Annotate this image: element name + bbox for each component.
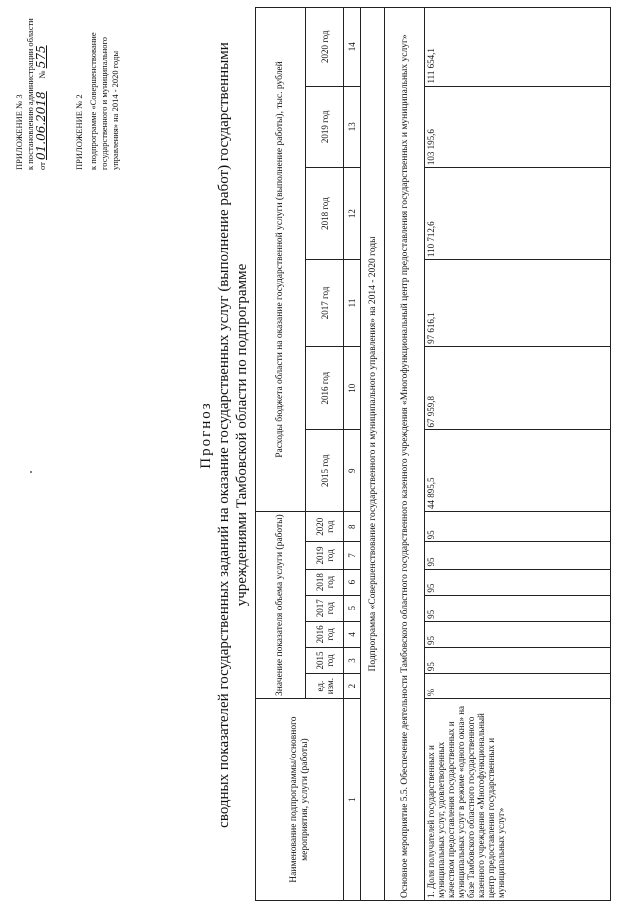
column-number: 8 <box>344 512 361 542</box>
appendix-2-line-2: к подпрограмме «Совершенствование <box>88 32 98 170</box>
budget-value: 67 959,8 <box>425 346 611 430</box>
column-number: 5 <box>344 595 361 621</box>
title-line-2: сводных показателей государственных заданий на оказание государственных услуг (выполнение работ) государственными <box>216 42 232 828</box>
appendix-3-block <box>14 10 48 170</box>
column-number-row <box>344 8 361 901</box>
header-budget-year: 2018 год <box>306 168 344 260</box>
decree-number: 575 <box>34 45 48 69</box>
budget-value: 103 195,6 <box>425 86 611 168</box>
header-volume-year: 2016 год <box>306 621 344 647</box>
column-number: 1 <box>344 699 361 901</box>
column-number: 14 <box>344 8 361 87</box>
subprogram-title: Подпрограмма «Совершенствование государственного и муниципального управления» на 2014 - 2020 годы <box>361 8 385 901</box>
appendix-2-block <box>74 5 121 170</box>
title-line-1: Прогноз <box>198 401 214 469</box>
header-volume-group: Значение показателя объема услуги (работы) <box>256 512 306 699</box>
header-budget-year: 2020 год <box>306 8 344 87</box>
indicator-name: 1. Доля получателей государственных и муниципальных услуг, удовлетворенных качеством предоставления государственных и муниципальных услуг в режиме «одного окна» на базе Тамбовского областного государственного казенного учреждения «Многофункциональный центр предоставления государственных и муниципальных услуг» <box>425 699 611 901</box>
forecast-table <box>255 7 611 901</box>
activity-title: Основное мероприятие 5.5. Обеспечение деятельности Тамбовского областного государственного казенного учреждения «Многофункциональный центр предоставления государственных и муниципальных услуг» <box>385 8 425 901</box>
header-volume-year: 2020 год <box>306 512 344 542</box>
header-budget-group: Расходы бюджета области на оказание государственной услуги (выполнение работы), тыс. рублей <box>256 8 306 512</box>
appendix-3-title: ПРИЛОЖЕНИЕ № 3 <box>14 94 24 170</box>
header-budget-year: 2015 год <box>306 430 344 512</box>
header-budget-year: 2017 год <box>306 260 344 347</box>
header-volume-year: 2015 год <box>306 647 344 673</box>
header-budget-year: 2016 год <box>306 346 344 430</box>
document-title <box>197 5 251 865</box>
appendix-3-subtitle: к постановлению администрации области <box>25 18 35 170</box>
column-number: 6 <box>344 569 361 595</box>
header-unit: ед. изм. <box>306 674 344 699</box>
decree-date: 01.06.2018 <box>34 91 48 161</box>
volume-value: 95 <box>425 512 611 542</box>
budget-value: 97 616,1 <box>425 260 611 347</box>
budget-value: 44 895,5 <box>425 430 611 512</box>
budget-value: 110 712,6 <box>425 168 611 260</box>
subprogram-row <box>361 8 385 901</box>
column-number: 10 <box>344 346 361 430</box>
column-number: 12 <box>344 168 361 260</box>
from-label: от <box>37 162 47 170</box>
column-number: 13 <box>344 86 361 168</box>
header-volume-year: 2018 год <box>306 569 344 595</box>
column-number: 3 <box>344 647 361 673</box>
header-budget-year: 2019 год <box>306 86 344 168</box>
appendix-2-line-4: управления» на 2014 - 2020 годы <box>110 50 120 170</box>
column-number: 11 <box>344 260 361 347</box>
activity-row <box>385 8 425 901</box>
volume-value: 95 <box>425 595 611 621</box>
header-volume-year: 2017 год <box>306 595 344 621</box>
appendix-2-line-3: государственного и муниципального <box>99 36 109 170</box>
column-number: 2 <box>344 674 361 699</box>
column-number: 4 <box>344 621 361 647</box>
volume-value: 95 <box>425 542 611 569</box>
indicator-unit: % <box>425 674 611 699</box>
volume-value: 95 <box>425 647 611 673</box>
column-number: 9 <box>344 430 361 512</box>
header-volume-year: 2019 год <box>306 542 344 569</box>
column-number: 7 <box>344 542 361 569</box>
table-row <box>425 8 611 901</box>
speck <box>30 471 32 473</box>
appendix-2-title: ПРИЛОЖЕНИЕ № 2 <box>74 94 84 170</box>
volume-value: 95 <box>425 569 611 595</box>
number-label: № <box>37 70 47 79</box>
header-row-1 <box>256 8 306 901</box>
appendix-3-date-line <box>36 10 48 170</box>
title-line-3: учреждениями Тамбовской области по подпрограмме <box>234 263 250 607</box>
header-name-column: Наименование подпрограммы/основного мероприятия, услуги (работы) <box>256 699 344 901</box>
budget-value: 111 654,1 <box>425 8 611 87</box>
volume-value: 95 <box>425 621 611 647</box>
